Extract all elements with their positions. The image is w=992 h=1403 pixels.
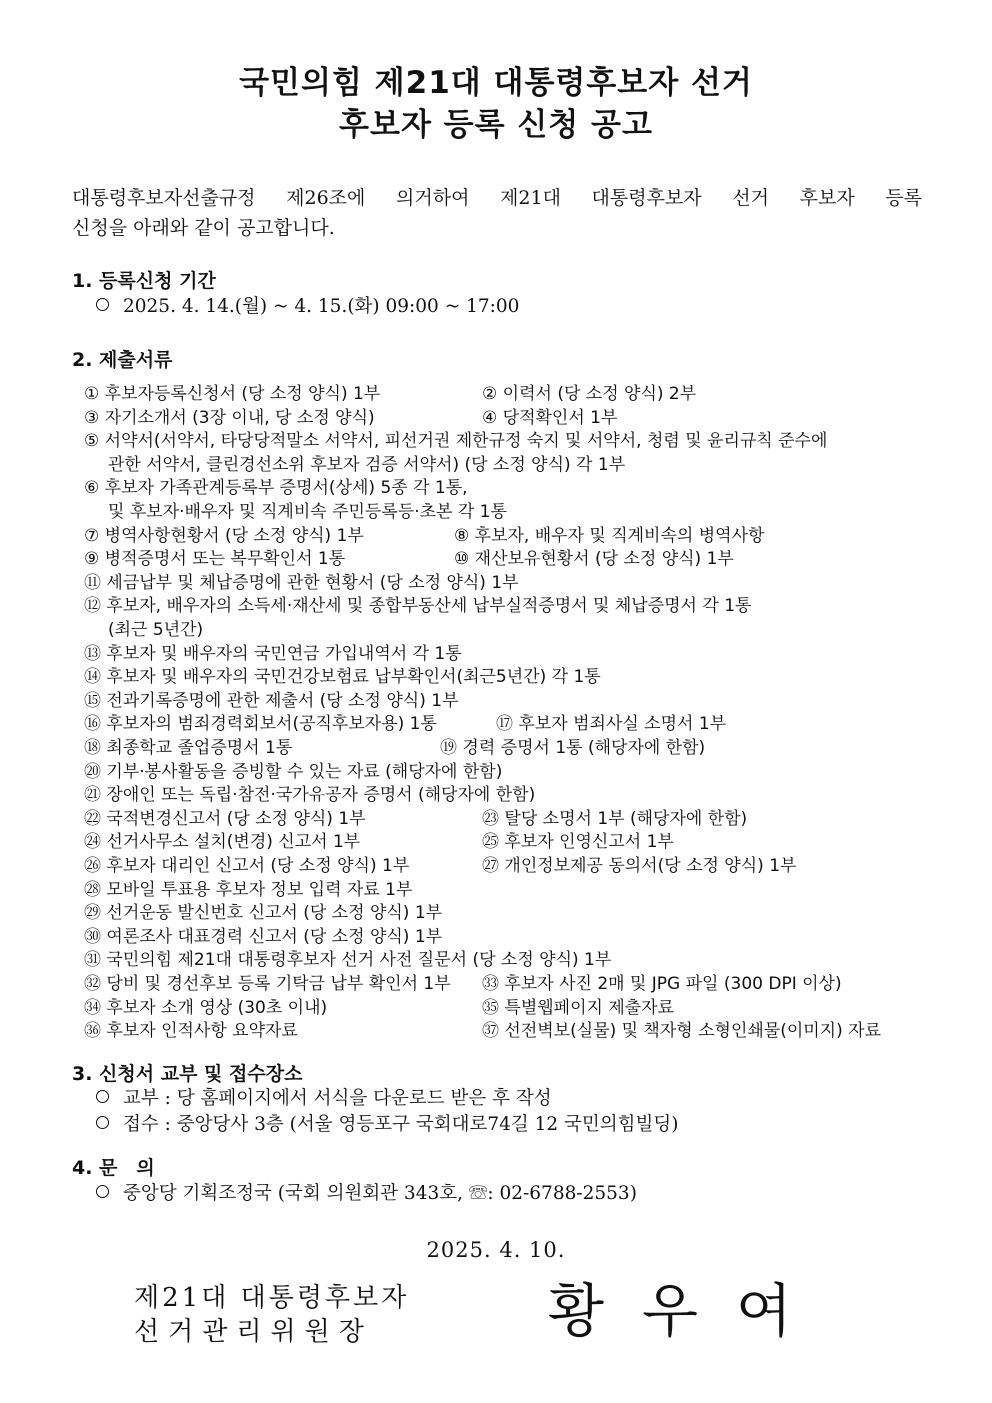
document-item-text: ㉞ 후보자 소개 영상 (30초 이내) [84,997,328,1018]
document-item [84,547,944,571]
document-item-text: ㉒ 국적변경신고서 (당 소정 양식) 1부 [84,808,366,829]
venue-item-distribution [96,1086,552,1112]
document-item [84,429,944,453]
document-item [84,972,944,996]
document-item-text: ⑲ 경력 증명서 1통 (해당자에 한함) [440,738,706,758]
period-text: 2025. 4. 14.(월) ~ 4. 15.(화) 09:00 ~ 17:00 [123,296,520,317]
document-item-text: ⑬ 후보자 및 배우자의 국민연금 가입내역서 각 1통 [84,643,462,664]
document-item-text: ㉓ 탈당 소명서 1부 (해당자에 한함) [482,808,748,829]
document-item-continuation: 관한 서약서, 클린경선소위 후보자 검증 서약서) (당 소정 양식) 각 1부 [108,454,626,475]
document-item [84,712,944,736]
document-item [84,854,944,878]
document-item [84,594,944,618]
document-item-text: ④ 당적확인서 1부 [482,407,618,428]
section-heading-documents: 2. 제출서류 [72,349,173,371]
notice-date: 2025. 4. 10. [426,1238,566,1262]
document-item-text: ㉝ 후보자 사진 2매 및 JPG 파일 (300 DPI 이상) [482,974,842,994]
document-item-text: ⑩ 재산보유현황서 (당 소정 양식) 1부 [454,549,734,570]
issuer-line-2: 선거관리위원장 [134,1317,373,1347]
issuer-organization [134,1281,409,1349]
document-item-text: ⑰ 후보자 범죄사실 소명서 1부 [496,714,727,735]
intro-line-1: 대통령후보자선출규정 제26조에 의거하여 제21대 대통령후보자 선거 후보자 등록 [72,187,922,209]
document-item-text: ⑮ 전과기록증명에 관한 제출서 (당 소정 양식) 1부 [84,690,459,711]
document-item-text: ㉙ 선거운동 발신번호 신고서 (당 소정 양식) 1부 [84,903,443,924]
document-item [84,665,944,689]
document-item [84,901,944,925]
circle-bullet-icon [96,1090,109,1103]
period-item [96,294,519,320]
document-item [84,524,944,548]
document-item [84,736,944,760]
document-item-text: ⑯ 후보자의 범죄경력회보서(공직후보자용) 1통 [84,714,437,735]
document-item [84,996,944,1020]
document-item [84,476,944,500]
document-item-text: ⑦ 병역사항현황서 (당 소정 양식) 1부 [84,525,364,546]
document-item [84,689,944,713]
document-item-text: ⑧ 후보자, 배우자 및 직계비속의 병역사항 [454,525,765,546]
circle-bullet-icon [96,1185,109,1198]
section-heading-inquiry: 4. 문 의 [72,1157,155,1179]
document-item [84,948,944,972]
venue-distribution-text: 교부 : 당 홈페이지에서 서식을 다운로드 받은 후 작성 [123,1088,552,1109]
document-item-text: ㉗ 개인정보제공 동의서(당 소정 양식) 1부 [482,856,797,876]
document-item-continuation: 및 후보자·배우자 및 직계비속 주민등록등·초본 각 1통 [108,502,507,522]
section-heading-venue: 3. 신청서 교부 및 접수장소 [72,1063,303,1085]
document-item-text: ㉑ 장애인 또는 독립·참전·국가유공자 증명서 (해당자에 한함) [84,785,536,806]
document-item-text: ㉚ 여론조사 대표경력 신고서 (당 소정 양식) 1부 [84,926,443,947]
document-item [84,642,944,666]
document-item-text: ③ 자기소개서 (3장 이내, 당 소정 양식) [84,407,375,428]
notice-title [0,62,992,146]
venue-item-reception [96,1112,678,1138]
document-item-text: ㊱ 후보자 인적사항 요약자료 [84,1021,298,1042]
title-line-2: 후보자 등록 신청 공고 [339,107,653,143]
document-item-text: ㉔ 선거사무소 설치(변경) 신고서 1부 [84,832,361,853]
circle-bullet-icon [96,1116,109,1129]
circle-bullet-icon [96,298,109,311]
inquiry-item [96,1181,637,1207]
document-item [84,783,944,807]
document-item [84,878,944,902]
document-item-text: ㉘ 모바일 투표용 후보자 정보 입력 자료 1부 [84,879,413,900]
document-item [84,760,944,784]
document-item-text: ㊲ 선전벽보(실물) 및 책자형 소형인쇄물(이미지) 자료 [482,1021,881,1042]
document-item-text: ② 이력서 (당 소정 양식) 2부 [482,384,697,404]
document-item-text: ⑨ 병적증명서 또는 복무확인서 1통 [84,549,346,570]
title-line-1: 국민의힘 제21대 대통령후보자 선거 [239,65,753,101]
venue-reception-text: 접수 : 중앙당사 3층 (서울 영등포구 국회대로74길 12 국민의힘빌딩) [123,1114,679,1135]
document-item-text: ⑪ 세금납부 및 체납증명에 관한 현황서 (당 소정 양식) 1부 [84,572,519,593]
inquiry-text: 중앙당 기획조정국 (국회 의원회관 343호, ☏: 02-6788-2553) [123,1183,637,1204]
document-item-text: ⑳ 기부·봉사활동을 증빙할 수 있는 자료 (해당자에 한함) [84,761,503,782]
document-item-text: ① 후보자등록신청서 (당 소정 양식) 1부 [84,384,381,404]
intro-paragraph [72,183,922,243]
issuer-line-1: 제21대 대통령후보자 [134,1283,410,1313]
section-heading-period: 1. 등록신청 기간 [72,270,216,292]
issuer-name: 황우여 [548,1277,831,1345]
document-item-text: ㉛ 국민의힘 제21대 대통령후보자 선거 사전 질문서 (당 소정 양식) 1부 [84,950,612,971]
document-item-text: ⑫ 후보자, 배우자의 소득세·재산세 및 종합부동산세 납부실적증명서 및 체납증명서 각 1통 [84,596,752,617]
document-item [84,830,944,854]
document-item [84,382,944,406]
document-item [84,406,944,430]
document-item [84,571,944,595]
document-item-text: ⑭ 후보자 및 배우자의 국민건강보험료 납부확인서(최근5년간) 각 1통 [84,667,601,688]
document-item-text: ㉜ 당비 및 경선후보 등록 기탁금 납부 확인서 1부 [84,974,451,994]
document-item-text: ㉖ 후보자 대리인 신고서 (당 소정 양식) 1부 [84,856,410,876]
document-item-continuation: (최근 5년간) [108,620,204,640]
document-item-text: ⑱ 최종학교 졸업증명서 1통 [84,738,293,758]
document-item-text: ㉕ 후보자 인영신고서 1부 [482,832,674,853]
document-item [84,1019,944,1043]
document-item-text: ㉟ 특별웹페이지 제출자료 [482,997,675,1018]
document-item-text: ⑤ 서약서(서약서, 타당당적말소 서약서, 피선거권 제한규정 숙지 및 서약서, 청렴 및 윤리규칙 준수에 [84,431,828,452]
document-item-text: ⑥ 후보자 가족관계등록부 증명서(상세) 5종 각 1통, [84,478,468,499]
document-item [84,807,944,831]
intro-line-2: 신청을 아래와 같이 공고합니다. [72,217,335,239]
document-item [84,925,944,949]
